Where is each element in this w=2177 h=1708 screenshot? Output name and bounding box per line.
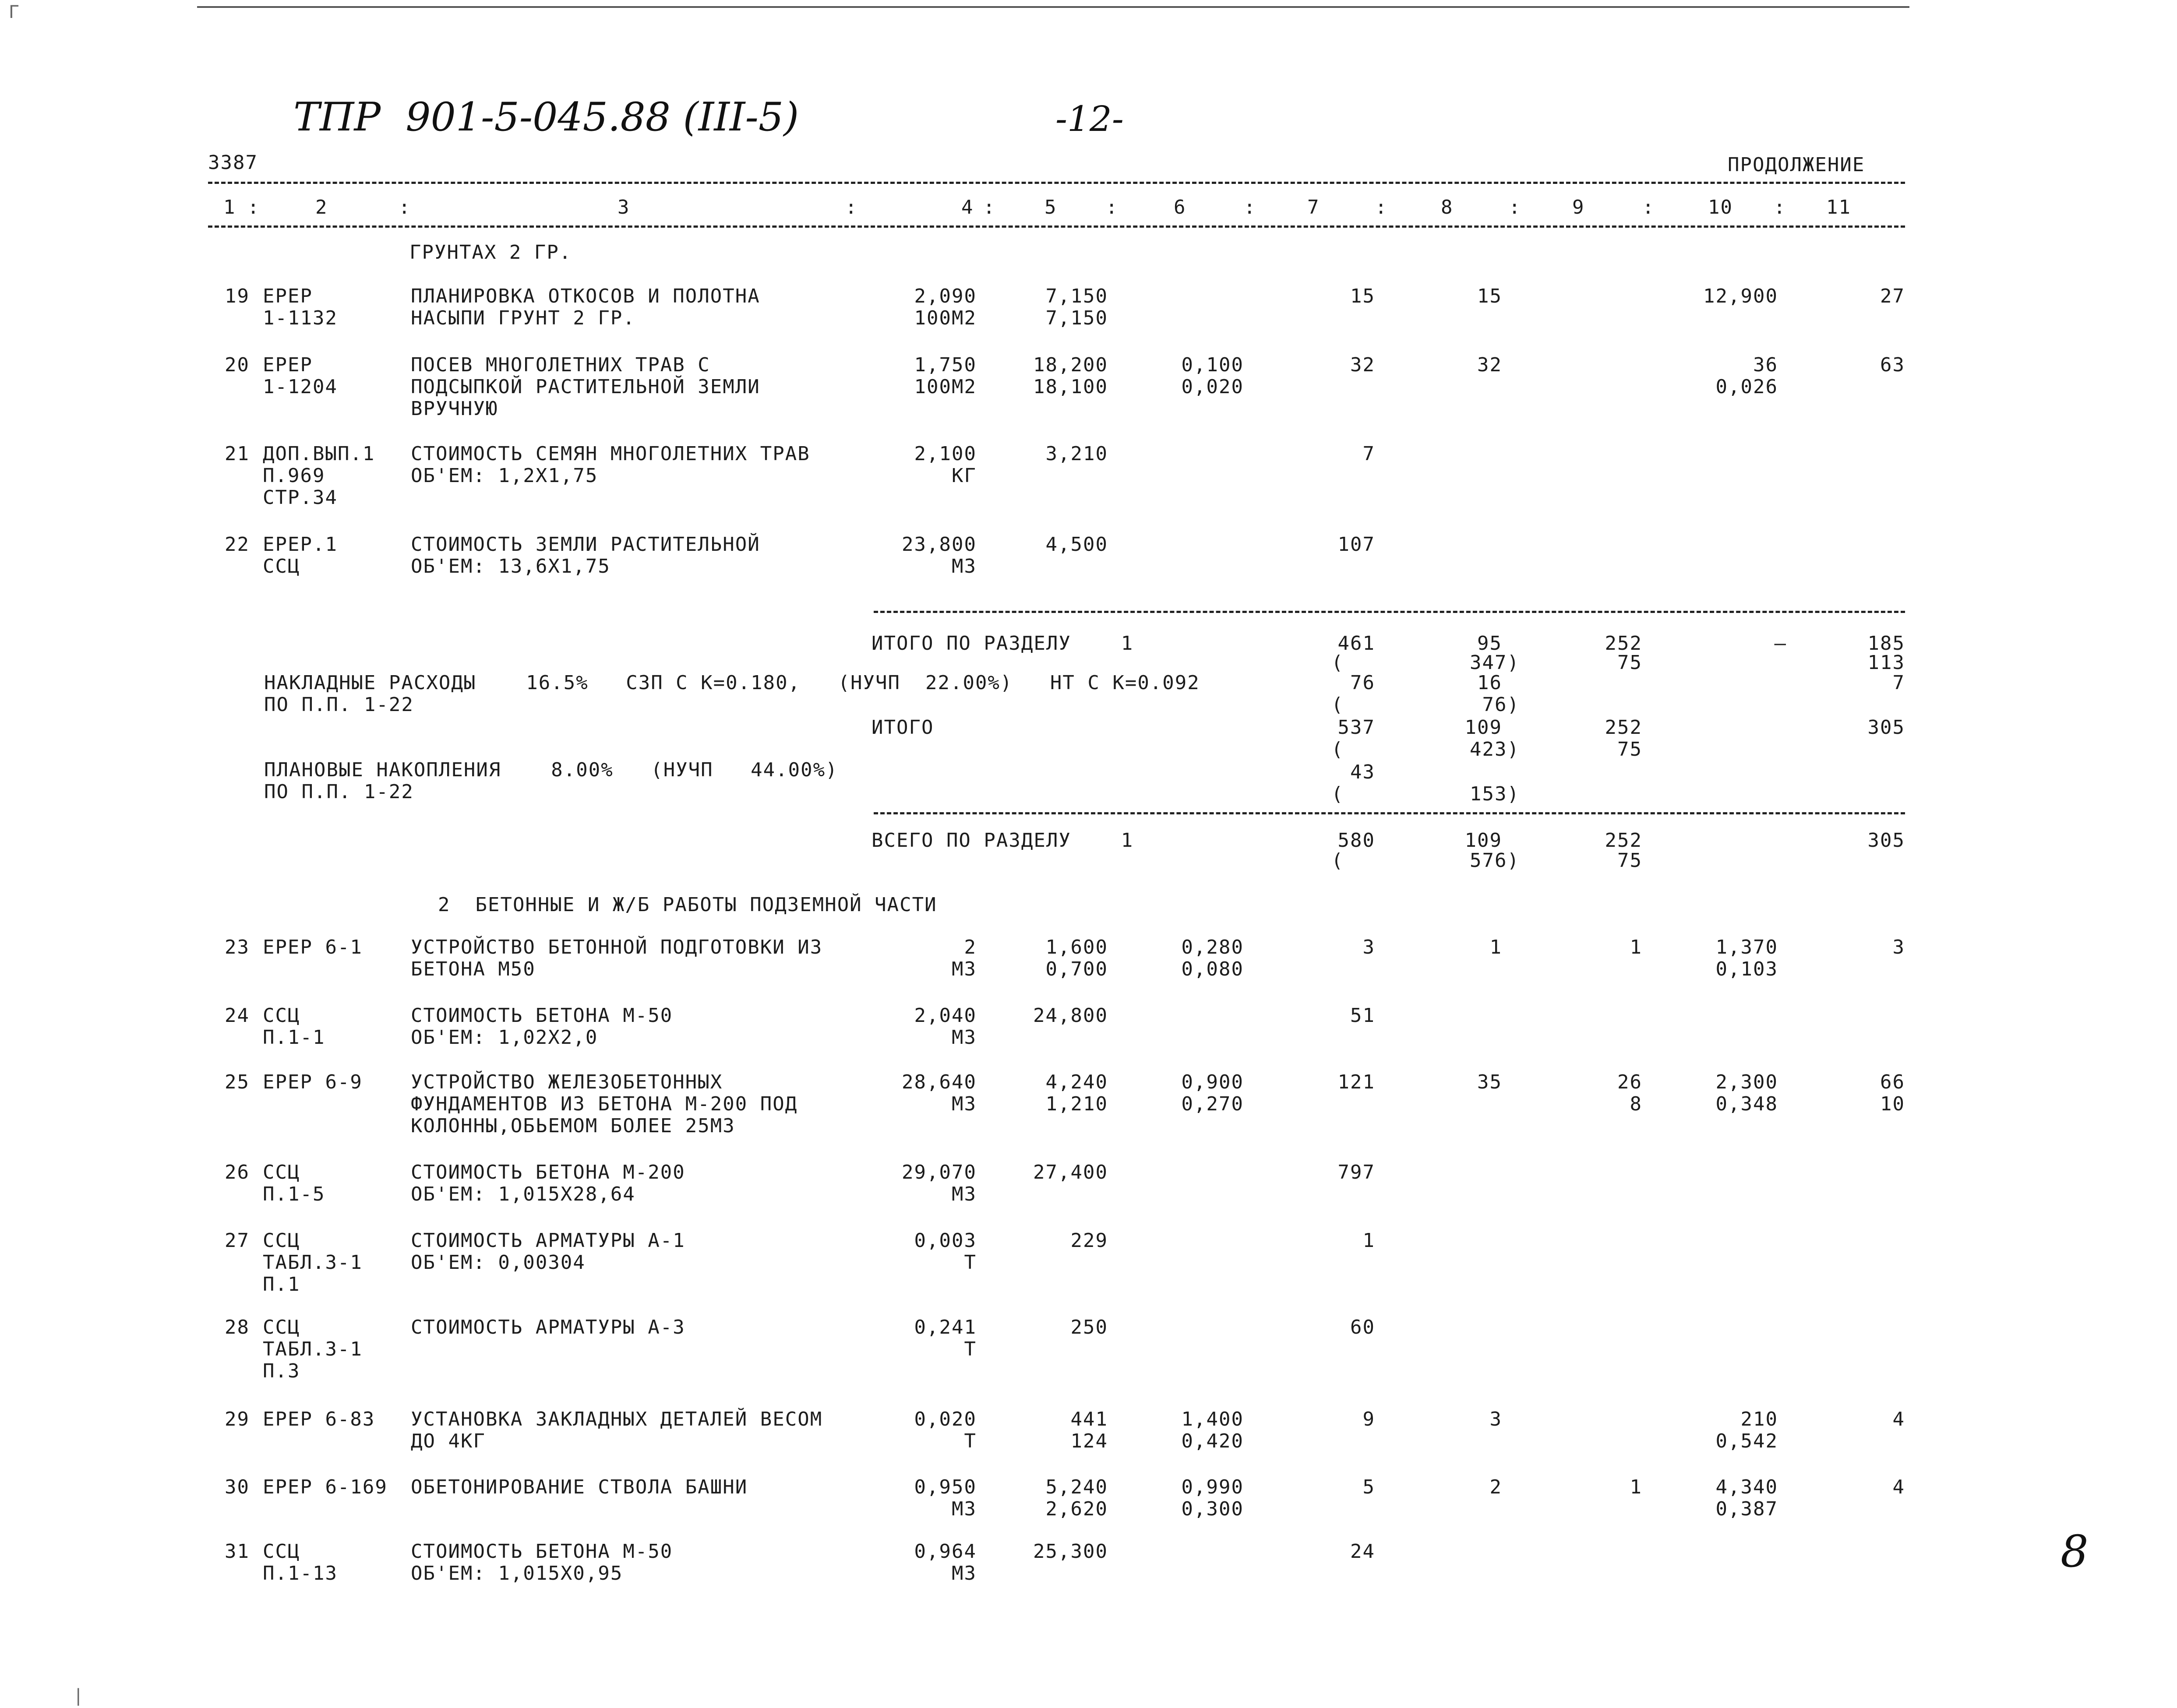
summary-rule-top bbox=[874, 611, 1905, 613]
overhead-label: НАКЛАДНЫЕ РАСХОДЫ 16.5% СЗП С К=0.180, (НУЧП 22.00%) НТ С К=0.092 bbox=[264, 672, 1200, 694]
top-edge-line bbox=[197, 6, 1909, 8]
summary-rule-bottom bbox=[874, 812, 1905, 814]
page-number: -12- bbox=[1055, 99, 1124, 139]
document-page: Г | ТПР 901-5-045.88 (III-5) -12- 3387 ПРОДОЛЖЕНИЕ 1 : 2 : 3 : 4 : 5 : 6 : 7 : 8 : 9 : 10 : 11 ГРУНТАХ 2 ГР. 19 ЕРЕР 1-1132 ПЛАНИРОВКА ОТКОСОВ И ПОЛОТНА НАСЫПИ ГРУНТ 2 ГР. 2,090 100М2 7,150 7,150 15 15 12,900 27 20 ЕРЕР 1-1204 ПОСЕВ МНОГОЛЕТНИХ ТРАВ С ПОДСЫПКОЙ РАСТИТЕЛЬНОЙ ЗЕМЛИ ВРУЧНУЮ 1,750 100М2 18,200 18,100 0,100 0,020 32 32 36 0,026 63 21 ДОП.ВЫП.1 П.969 СТР.34 СТОИМОСТЬ СЕМЯН МНОГОЛЕТНИХ ТРАВ ОБ'ЕМ: 1,2Х1,75 2,100 КГ 3,210 7 22 ЕРЕР.1 ССЦ СТОИМОСТЬ ЗЕМЛИ РАСТИТЕЛЬНОЙ ОБ'ЕМ: 13,6Х1,75 23,800 М3 4,500 107 ИТОГО ПО РАЗДЕЛУ 1 461 95 252 — 185 ( 347) 75 113 НАКЛАДНЫЕ РАСХОДЫ 16.5% СЗП С К=0.180, (НУЧП 22.00%) НТ С К=0.092 ПО П.П. 1-22 76 16 7 ( 76) ИТОГО 537 109 252 305 ( 423) 75 ПЛАНОВЫЕ НАКОПЛЕНИЯ 8.00% (НУЧП 44.00%) ПО П.П. 1-22 43 ( 153) ВСЕГО ПО РАЗДЕЛУ 1 580 109 252 305 ( 576) 75 2 БЕТОННЫЕ И Ж/Б РАБОТЫ ПОДЗЕМНОЙ ЧАСТИ 23 ЕРЕР 6-1 УСТРОЙСТВО БЕТОННОЙ ПОДГОТОВКИ ИЗ БЕТОНА М50 2 М3 1,600 0,700 0,280 0,080 3 1 1 1,370 0,103 3 24 ССЦ П.1-1 СТОИМОСТЬ БЕТОНА М-50 ОБ'ЕМ: 1,02Х2,0 2,040 М3 24,800 51 25 ЕРЕР 6-9 УСТРОЙСТВО ЖЕЛЕЗОБЕТОННЫХ ФУНДАМЕНТОВ ИЗ БЕТОНА М-200 ПОД КОЛОННЫ,ОБЬЕМОМ БОЛЕЕ 25М3 28,640 М3 4,240 1,210 0,900 0,270 121 35 26 8 2,300 0,348 66 10 26 ССЦ П.1-5 СТОИМОСТЬ БЕТОНА М-200 ОБ'ЕМ: 1,015Х28,64 29,070 М3 27,400 797 27 ССЦ ТАБЛ.3-1 П.1 СТОИМОСТЬ АРМАТУРЫ А-1 ОБ'ЕМ: 0,00304 0,003 Т 229 1 28 ССЦ ТАБЛ.3-1 П.3 СТОИМОСТЬ АРМАТУРЫ А-3 0,241 Т 250 60 29 ЕРЕР 6-83 УСТАНОВКА ЗАКЛАДНЫХ ДЕТАЛЕЙ ВЕСОМ ДО 4КГ 0,020 Т 441 124 1,400 0,420 9 3 210 0,542 4 30 ЕРЕР 6-169 ОБЕТОНИРОВАНИЕ СТВОЛА БАШНИ 0,950 М3 5,240 2,620 0,990 0,300 5 2 1 4,340 0,387 4 31 ССЦ П.1-13 СТОИМОСТЬ БЕТОНА М-50 ОБ'ЕМ: 1,015Х0,95 0,964 М3 25,300 24 8 bbox=[9, 2, 2089, 1706]
bottom-mark-icon: | bbox=[75, 1686, 81, 1706]
doc-code: ТПР 901-5-045.88 (III-5) bbox=[293, 94, 799, 140]
header-rule-bottom bbox=[208, 225, 1905, 228]
grand-total-label: ВСЕГО ПО РАЗДЕЛУ 1 bbox=[872, 829, 1134, 852]
corner-mark-icon: Г bbox=[9, 2, 20, 22]
header-rule-top bbox=[208, 182, 1905, 184]
planned-savings-label: ПЛАНОВЫЕ НАКОПЛЕНИЯ 8.00% (НУЧП 44.00%) bbox=[264, 759, 838, 781]
carryover-text: ГРУНТАХ 2 ГР. bbox=[409, 241, 572, 264]
sheet-id: 3387 bbox=[208, 151, 258, 174]
continuation-label: ПРОДОЛЖЕНИЕ bbox=[1728, 154, 1865, 176]
section-total-label: ИТОГО ПО РАЗДЕЛУ 1 bbox=[872, 632, 1134, 655]
margin-note: 8 bbox=[2061, 1526, 2089, 1577]
section-2-title: 2 БЕТОННЫЕ И Ж/Б РАБОТЫ ПОДЗЕМНОЙ ЧАСТИ bbox=[438, 894, 937, 916]
subtotal-label: ИТОГО bbox=[872, 716, 934, 739]
